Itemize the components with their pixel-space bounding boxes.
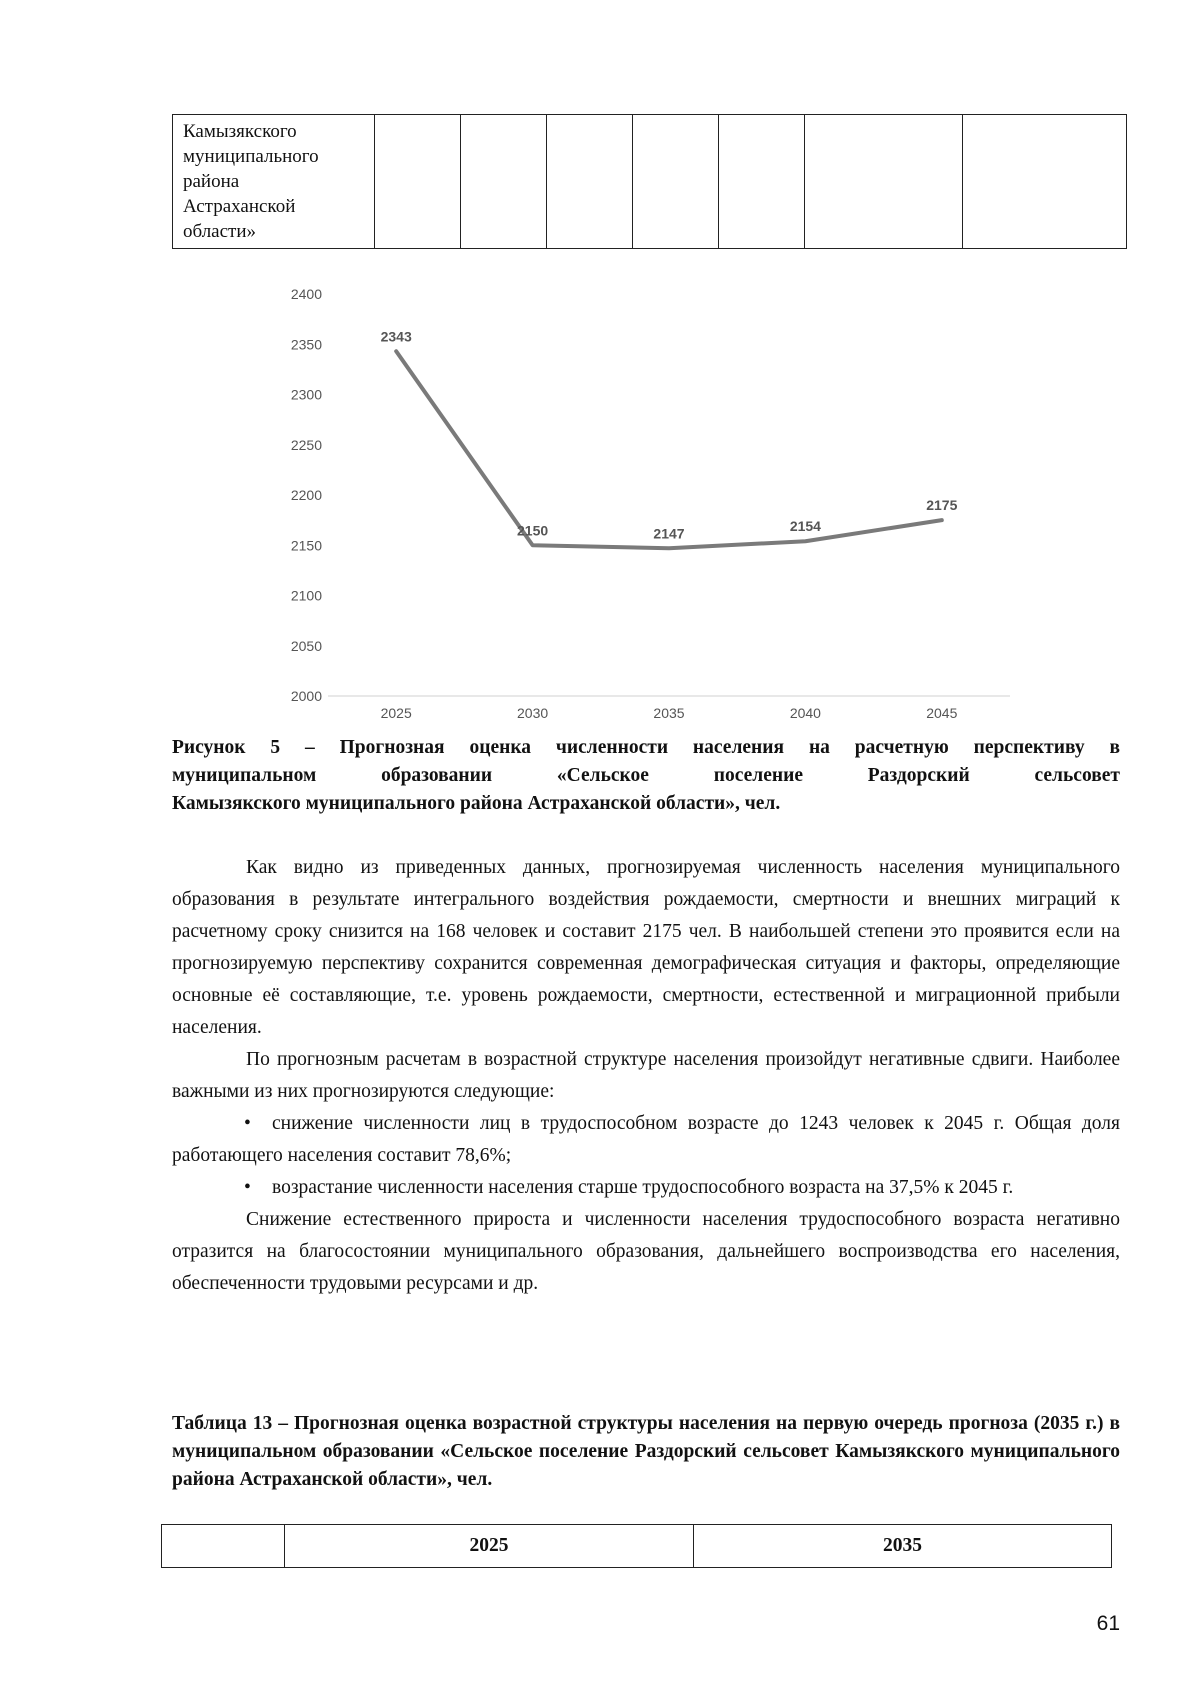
x-tick-label: 2040 — [789, 705, 821, 720]
bullet-text: возрастание численности населения старше трудоспособного возраста на 37,5% к 2045 г. — [272, 1177, 1014, 1198]
table-header-cell — [162, 1525, 285, 1568]
population-line-chart — [280, 280, 1020, 720]
population-series-line — [396, 351, 942, 548]
data-label: 2147 — [653, 525, 685, 542]
table-header-row — [162, 1525, 1112, 1568]
y-tick-label: 2250 — [290, 436, 322, 453]
table-cell — [547, 115, 633, 249]
data-label: 2175 — [926, 497, 958, 514]
figure-caption-line: муниципальном образовании «Сельское поселение Раздорский сельсовет — [172, 765, 1120, 786]
data-label: 2154 — [789, 518, 821, 535]
data-labels — [381, 328, 958, 541]
y-tick-label: 2150 — [290, 537, 322, 554]
y-tick-label: 2350 — [290, 336, 322, 353]
paragraph: Как видно из приведенных данных, прогнозируемая численность населения муниципального образования в результате интегрального воздействия рождаемости, смертности и внешних миграций к расчетному сроку снизится на 168 человек и составит 2175 чел. В наибольшей степени это проявится если на прогнозируемую перспективу сохранится современная демографическая ситуация и факторы, определяющие основные её составляющие, т.е. уровень рождаемости, смертности, естественной и миграционной прибыли населения. — [172, 857, 1120, 1038]
table-header-cell: 2025 — [285, 1525, 694, 1568]
data-label: 2343 — [380, 328, 412, 345]
paragraph: По прогнозным расчетам в возрастной структуре населения произойдут негативные сдвиги. Наиболее важными из них прогнозируются следующие: — [172, 1049, 1120, 1102]
bullet-icon: • — [244, 1113, 251, 1134]
y-axis-ticks — [291, 286, 322, 704]
label-line: Камызякского — [183, 121, 297, 142]
x-tick-label: 2030 — [517, 705, 549, 720]
body-text — [172, 852, 1120, 1300]
table-header-cell: 2035 — [694, 1525, 1112, 1568]
x-axis-ticks — [381, 705, 958, 720]
label-line: Астраханской — [183, 196, 296, 217]
x-tick-label: 2045 — [926, 705, 958, 720]
table-cell — [719, 115, 805, 249]
table-cell — [375, 115, 461, 249]
y-tick-label: 2000 — [290, 688, 322, 704]
page-number: 61 — [1096, 1612, 1120, 1635]
table-row — [173, 115, 1127, 249]
y-tick-label: 2300 — [290, 386, 322, 403]
x-tick-label: 2025 — [380, 705, 412, 720]
table-cell — [633, 115, 719, 249]
figure-caption-line: Камызякского муниципального района Астраханской области», чел. — [172, 793, 781, 814]
figure-caption-line: Рисунок 5 – Прогнозная оценка численности населения на расчетную перспективу в — [172, 737, 1120, 758]
bullet-item — [172, 1172, 1120, 1204]
data-label: 2150 — [517, 522, 549, 539]
y-tick-label: 2400 — [290, 286, 322, 302]
table-cell — [805, 115, 963, 249]
table-cell-label — [173, 115, 375, 249]
label-line: муниципального — [183, 146, 319, 167]
table-cell — [963, 115, 1127, 249]
table-cell — [461, 115, 547, 249]
x-tick-label: 2035 — [653, 705, 685, 720]
label-line: области» — [183, 221, 257, 242]
y-tick-label: 2200 — [290, 487, 322, 503]
bullet-text: снижение численности лиц в трудоспособном возрасте до 1243 человек к 2045 г. Общая доля работающего населения составит 78,6%; — [172, 1113, 1120, 1166]
table-title: Таблица 13 – Прогнозная оценка возрастной структуры населения на первую очередь прогноза (2035 г.) в муниципальном образовании «Сельское поселение Раздорский сельсовет Камызякского муниципального района Астраханской области», чел. — [172, 1413, 1120, 1490]
bullet-item — [172, 1108, 1120, 1172]
paragraph: Снижение естественного прироста и численности населения трудоспособного возраста негативно отразится на благосостоянии муниципального образования, дальнейшего воспроизводства его населения, обеспеченности трудовыми ресурсами и др. — [172, 1209, 1120, 1294]
y-tick-label: 2050 — [290, 637, 322, 654]
bullet-icon: • — [244, 1177, 251, 1198]
label-line: района — [183, 171, 240, 192]
table-13 — [161, 1524, 1112, 1568]
y-tick-label: 2100 — [290, 587, 322, 604]
continuation-table — [172, 114, 1127, 249]
